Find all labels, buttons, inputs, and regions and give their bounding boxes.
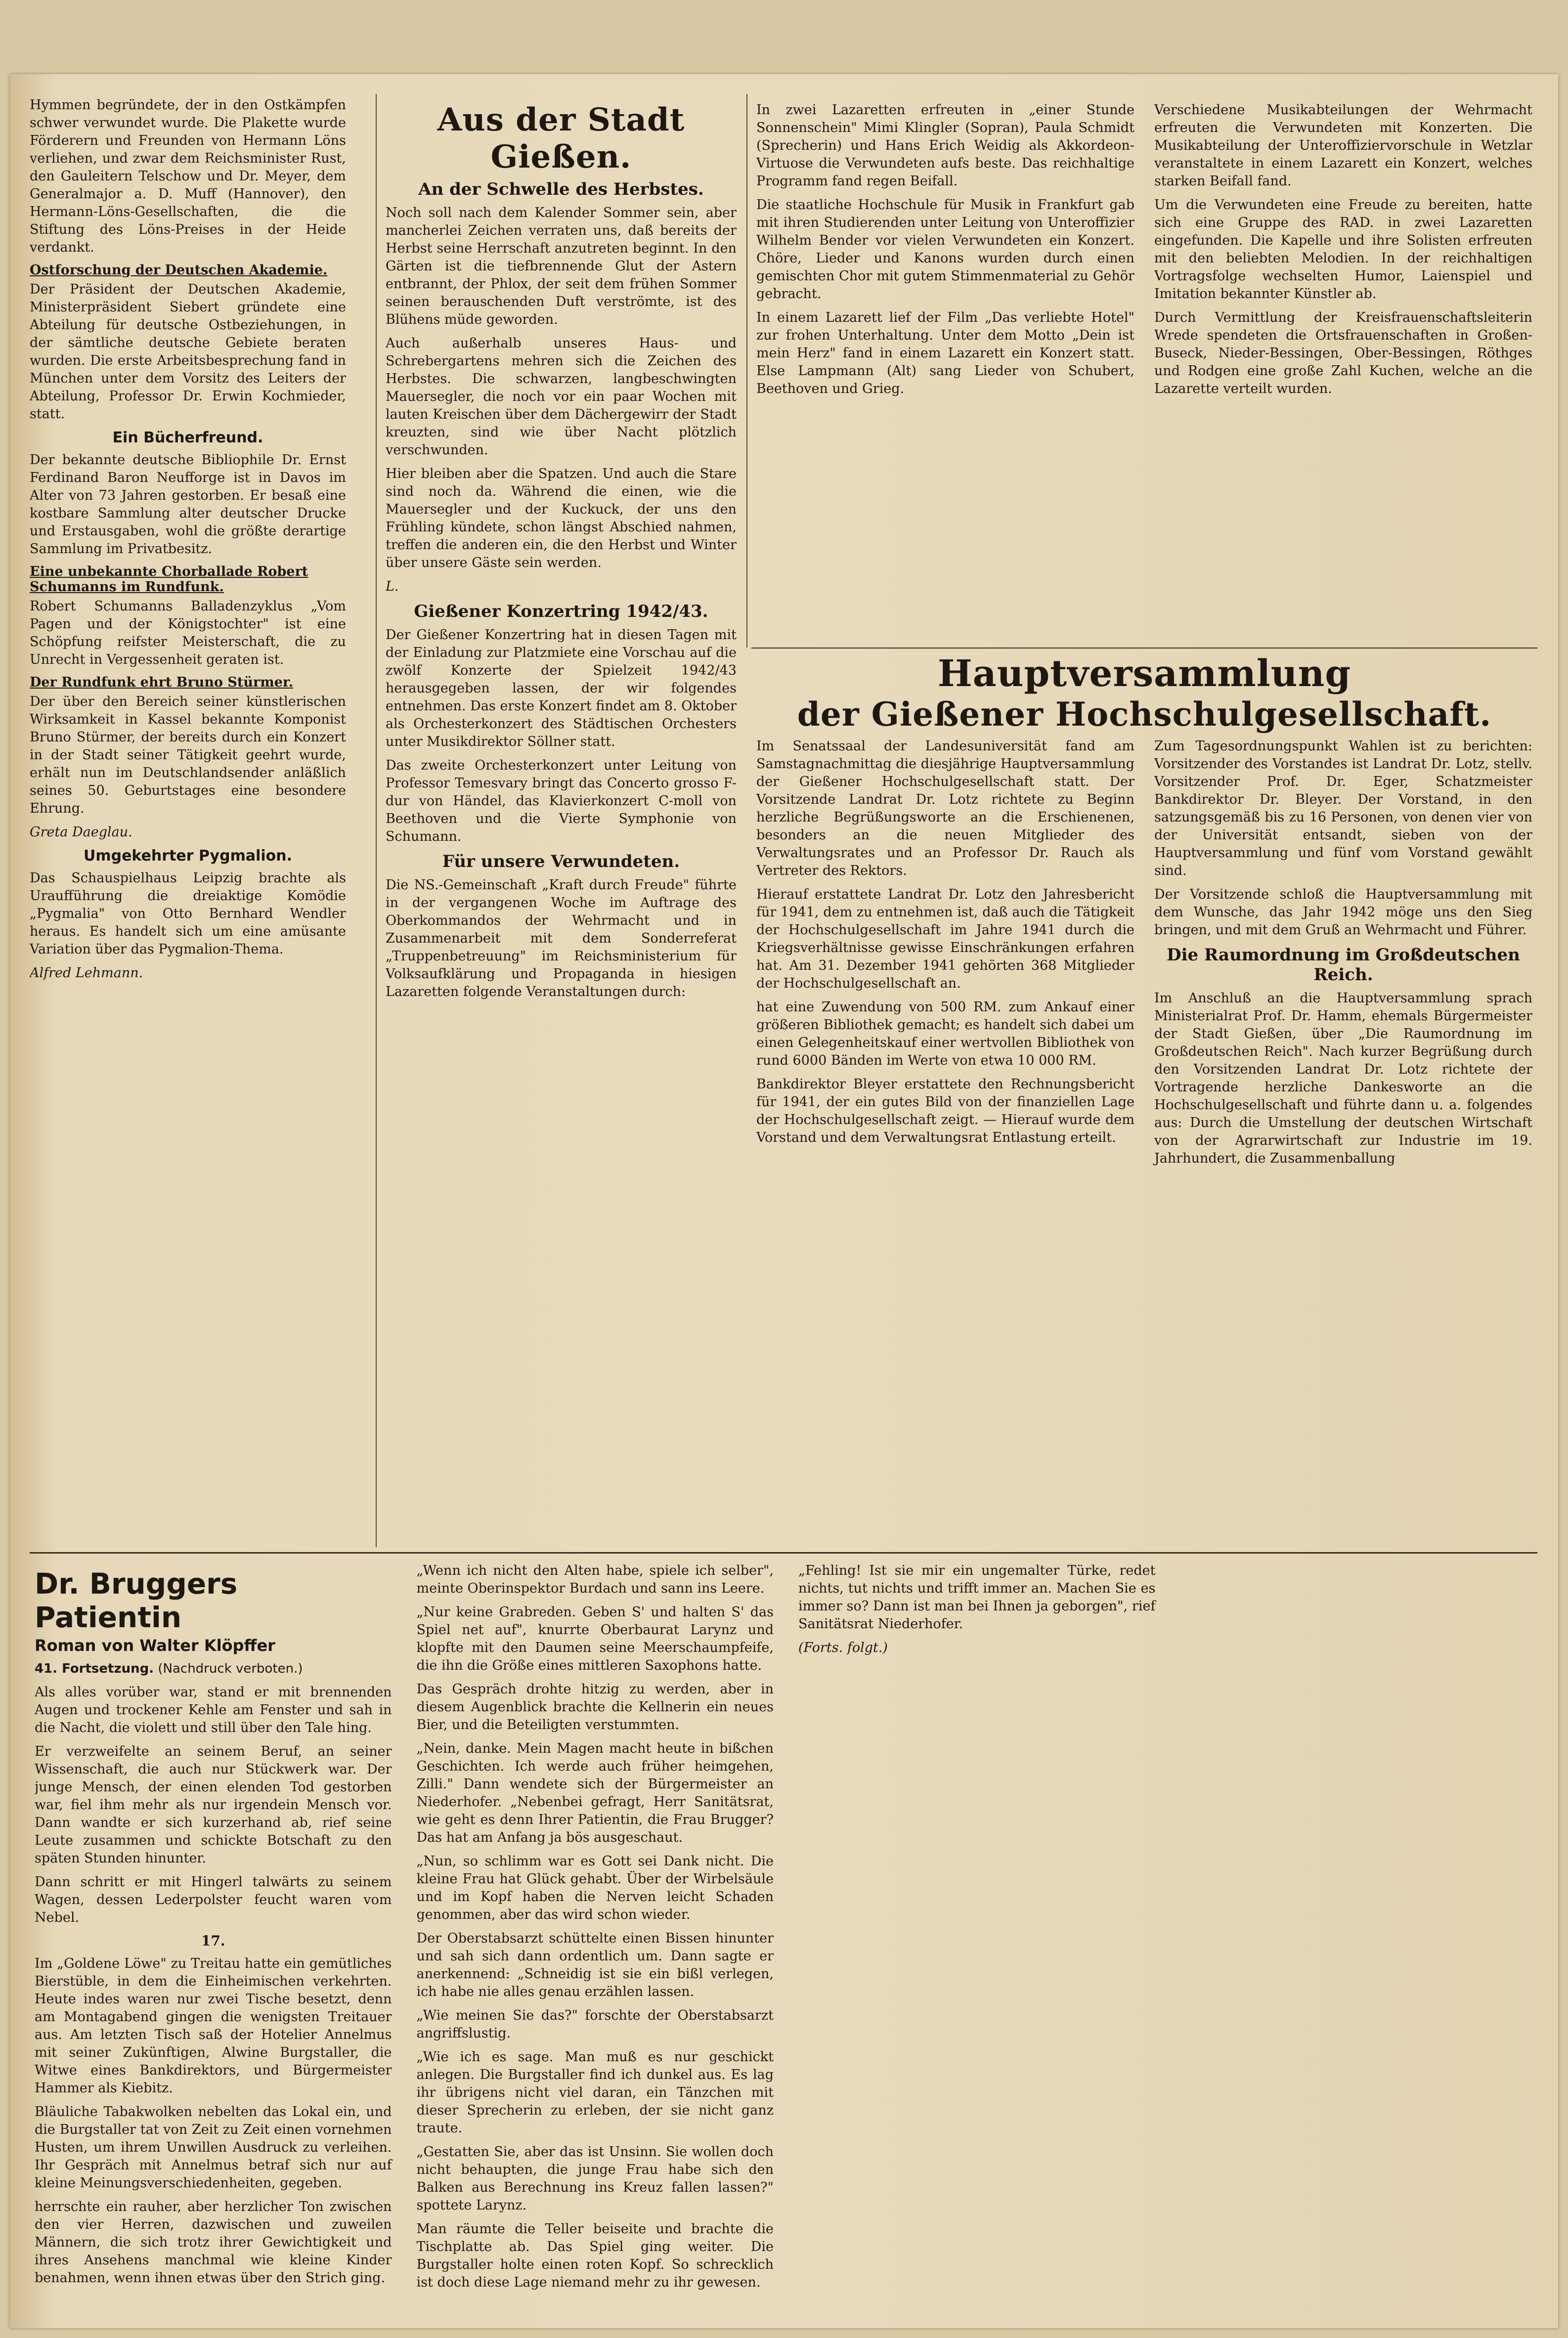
novel-text-7: „Wenn ich nicht den Alten habe, spiele ich selber", meinte Oberinspektor Burdach und sann ins Leere. — [416, 1563, 774, 1596]
novel-text-8: „Nur keine Grabreden. Geben S' und halten S' das Spiel net auf", knurrte Oberbaurat Larynz und klopfte mit den Daumen seine Meerschaumpfeife, die ihn die Größe eines mittleren Saxophons hatte. — [416, 1604, 774, 1673]
stuermer-text: Der über den Bereich seiner künstlerischen Wirksamkeit in Kassel bekannte Komponist Bruno Stürmer, der bereits durch ein Konzert in der Stadt seiner Tätigkeit geehrt wurde, erhält nun im Deutschlandsender anläßlich seines 50. Geburtstages eine besondere Ehrung. — [30, 694, 346, 816]
heading-konzertring: Gießener Konzertring 1942/43. — [414, 602, 708, 621]
novel-text-14: „Wie ich es sage. Man muß es nur geschickt anlegen. Die Burgstaller find ich dunkel aus. Es lag ihr übrigens nicht viel daran, ein Tänzchen mit dieser Sprecherin zu erleben, der sie nicht ganz traute. — [416, 2049, 774, 2136]
hv-text-6: Der Vorsitzende schloß die Hauptversammlung mit dem Wunsche, das Jahr 1942 möge uns den Sieg bringen, und mit dem Gruß an Wehrmacht und Führer. — [1154, 887, 1532, 938]
article-hauptversammlung — [756, 652, 1532, 1547]
novel-text-12: Der Oberstabsarzt schüttelte einen Bissen hinunter und sah sich dann ordentlich um. Dann sagte er anerkennend: „Schneidig ist sie ein bißl verlegen, ich habe nie alles genau erzählen lassen. — [416, 1931, 774, 1999]
novel-text-5: Bläuliche Tabakwolken nebelten das Lokal ein, und die Burgstaller tat von Zeit zu Zeit einen vornehmen Husten, um ihrem Unwillen Ausdruck zu verleihen. Ihr Gespräch mit Annelmus betraf sich nur auf kleine Meinungsverschiedenheiten, gegeben. — [35, 2104, 392, 2191]
newspaper-page — [10, 74, 1558, 2328]
divider-feuilleton — [30, 1552, 1537, 1554]
novel-text-9: Das Gespräch drohte hitzig zu werden, aber in diesem Augenblick brachte die Kellnerin ein neues Bier, und die Beteiligten verstummten. — [416, 1682, 774, 1732]
lazarett-text-4: Verschiedene Musikabteilungen der Wehrmacht erfreuten die Verwundeten mit Konzerten. Die Musikabteilung der Unteroffiziervorschule in Wetzlar veranstaltete in einem Lazarett ein Konzert, welches starken Beifall fand. — [1154, 102, 1532, 189]
divider-hauptversammlung — [751, 648, 1537, 649]
schumann-text: Robert Schumanns Balladenzyklus „Vom Pagen und der Königstochter" ist eine Schöpfung reifster Meisterschaft, die zu Unrecht in Vergessenheit geraten ist. — [30, 599, 346, 667]
title-hauptversammlung-1: Hauptversammlung — [937, 652, 1351, 695]
novel-title: Dr. Bruggers Patientin — [35, 1567, 238, 1634]
herbst-signature: L. — [386, 579, 399, 594]
heading-ostforschung: Ostforschung der Deutschen Akademie. — [30, 262, 328, 278]
novel-cont-label: 41. Fortsetzung. — [35, 1661, 154, 1676]
column-stadt-giessen — [386, 101, 737, 1545]
section-title-stadt-giessen: Aus der Stadt Gießen. — [437, 101, 685, 175]
column-divider-1 — [376, 94, 377, 1547]
heading-buecherfreund: Ein Bücherfreund. — [112, 429, 263, 446]
heading-stuermer: Der Rundfunk ehrt Bruno Stürmer. — [30, 675, 294, 690]
novel-text-15: „Gestatten Sie, aber das ist Unsinn. Sie wollen doch nicht behaupten, die junge Frau habe sich den Balken aus Berechnung ins Kreuz fallen lassen?" spottete Larynz. — [416, 2144, 774, 2213]
lazarett-text-5: Um die Verwundeten eine Freude zu bereiten, hatte sich eine Gruppe des RAD. in zwei Lazaretten eingefunden. Die Kapelle und ihre Solisten erfreuten mit den beliebten Melodien. In der reichhaltigen Vortragsfolge wechselten Humor, Laienspiel und Imitation bekannter Künstler ab. — [1154, 197, 1532, 302]
novel-text-1: Als alles vorüber war, stand er mit brennenden Augen und trockener Kehle am Fenster und sah in die Nacht, die violett und still über den Tale hing. — [35, 1685, 392, 1735]
lazarett-text-1: In zwei Lazaretten erfreuten in „einer Stunde Sonnenschein" Mimi Klingler (Sopran), Paula Schmidt (Sprecherin) und Hans Erich Weidig als Akkordeon-Virtuose die Verwundeten aufs beste. Das reichhaltige Programm fand regen Beifall. — [756, 102, 1134, 189]
hv-text-5: Zum Tagesordnungspunkt Wahlen ist zu berichten: Vorsitzender des Vorstandes ist Landrat Dr. Lotz, stellv. Vorsitzender Prof. Dr. Eger, Schatzmeister Bankdirektor Dr. Bleyer. Der Vorstand, in den satzungsgemäß bis zu 16 Personen, von denen vier von der Universität entsandt, sieben von der Hauptversammlung und fünf vom Vorstand gewählt sind. — [1154, 738, 1532, 878]
novel-text-6: herrschte ein rauher, aber herzlicher Ton zwischen den vier Herren, dazwischen und zuweilen Männern, die sich trotz ihrer Gewichtigkeit und ihres Ansehens manchmal wie kleine Kinder benahmen, wenn ihnen etwas über den Strich ging. — [35, 2199, 392, 2286]
novel-continuation — [35, 1660, 392, 1678]
column-lazarette — [756, 101, 1532, 645]
herbst-text-2: Auch außerhalb unseres Haus- und Schrebergartens mehren sich die Zeichen des Herbstes. Die schwarzen, langbeschwingten Mauersegler, die noch vor ein paar Wochen mit lauten Kreischen über dem Dächergewirr der Stadt kreuzten, sind wie über Nacht plötzlich verschwunden. — [386, 336, 737, 458]
novel-text-10: „Nein, danke. Mein Magen macht heute in bißchen Geschichten. Ich werde auch früher heimgehen, Zilli." Dann wendete sich der Bürgermeister an Niederhofer. „Nebenbei gefragt, Herr Sanitätsrat, wie geht es denn Ihrer Patientin, die Frau Brugger? Das hat am Anfang ja bös ausgeschaut. — [416, 1741, 774, 1845]
heading-pygmalion: Umgekehrter Pygmalion. — [83, 847, 293, 865]
stuermer-signature: Greta Daeglau. — [30, 824, 132, 840]
novel-chapter-number: 17. — [201, 1933, 225, 1949]
heading-verwundete: Für unsere Verwundeten. — [442, 852, 680, 871]
konzertring-text-2: Das zweite Orchesterkonzert unter Leitung von Professor Temesvary bringt das Concerto grosso F-dur von Händel, das Klavierkonzert C-moll von Beethoven und die Vierte Symphonie von Schumann. — [386, 758, 737, 844]
novel-text-13: „Wie meinen Sie das?" forschte der Oberstabsarzt angriffslustig. — [416, 2008, 774, 2041]
hv-text-2: Hierauf erstattete Landrat Dr. Lotz den Jahresbericht für 1941, dem zu entnehmen ist, daß auch die Tätigkeit der Hochschulgesellschaft im Jahre 1941 durch die Kriegsverhältnisse gewisse Einschränkungen erfahren hat. Am 31. Dezember 1941 gehörten 368 Mitglieder der Hochschulgesellschaft an. — [756, 887, 1134, 991]
herbst-text-1: Noch soll nach dem Kalender Sommer sein, aber mancherlei Zeichen verraten uns, daß bereits der Herbst seine Herrschaft anzutreten beginnt. In den Gärten ist die tiefbrennende Glut der Astern entbrannt, der Phlox, der seit dem frühen Sommer seinen berauschenden Duft verströmte, ist des Blühens müde geworden. — [386, 205, 737, 327]
novel-text-4: Im „Goldene Löwe" zu Treitau hatte ein gemütliches Bierstüble, in dem die Einheimischen verkehrten. Heute indes waren nur zwei Tische besetzt, denn am Montagabend gingen die wenigsten Treitauer aus. Am letzten Tisch saß der Hotelier Annelmus mit seiner Zukünftigen, Alwine Burgstaller, die Witwe eines Bankdirektors, und Bürgermeister Hammer als Kiebitz. — [35, 1956, 392, 2096]
novel-text-11: „Nun, so schlimm war es Gott sei Dank nicht. Die kleine Frau hat Glück gehabt. Über der Wirbelsäule und im Kopf haben die Nerven leicht Schaden genommen, aber das wird schon wieder. — [416, 1854, 774, 1922]
heading-raumordnung: Die Raumordnung im Großdeutschen Reich. — [1167, 945, 1520, 985]
lazarett-text-2: Die staatliche Hochschule für Musik in Frankfurt gab mit ihren Studierenden unter Leitung von Unteroffizier Wilhelm Bender vor vielen Verwundeten ein Konzert. Chöre, Lieder und Kanons wurden durch einen gemischten Chor mit gutem Stimmenmaterial zu Gehör gebracht. — [756, 197, 1134, 302]
lazarett-text-6: Durch Vermittlung der Kreisfrauenschaftsleiterin Wrede spendeten die Ortsfrauenschaften in Großen-Buseck, Nieder-Bessingen, Ober-Bessingen, Röthges und Rodgen eine große Zahl Kuchen, welche an die Lazarette verteilt wurden. — [1154, 310, 1532, 396]
novel-author: Roman von Walter Klöpffer — [35, 1636, 275, 1655]
novel-text-2: Er verzweifelte an seinem Beruf, an seiner Wissenschaft, die auch nur Stückwerk war. Der junge Mensch, der einen elenden Tod gestorben war, fiel ihm mehr als nur irgendein Mensch vor. Dann wandte er sich kurzerhand ab, rief seine Leute zusammen und schickte Botschaft zu den späten Stunden hinunter. — [35, 1744, 392, 1866]
hv-text-3: hat eine Zuwendung von 500 RM. zum Ankauf einer größeren Bibliothek gemacht; es handelt sich dabei um einen Gelegenheitskauf einer wertvollen Bibliothek von rund 6000 Bänden im Werte von etwa 10 000 RM. — [756, 999, 1134, 1068]
title-hauptversammlung-2: der Gießener Hochschulgesellschaft. — [797, 695, 1492, 734]
hv-text-7: Im Anschluß an die Hauptversammlung sprach Ministerialrat Prof. Dr. Hamm, ehemals Bürgermeister der Stadt Gießen, über „Die Raumordnung im Großdeutschen Reich". Nach kurzer Begrüßung durch den Vorsitzenden Landrat Dr. Lotz richtete der Vortragende herzliche Dankesworte an die Hochschulgesellschaft und führte dann u. a. folgendes aus: Durch die Umstellung der deutschen Wirtschaft von der Agrarwirtschaft zur Industrie im 19. Jahrhundert, die Zusammenballung — [1154, 991, 1532, 1166]
feuilleton-novel — [35, 1562, 1537, 2318]
konzertring-text-1: Der Gießener Konzertring hat in diesen Tagen mit der Einladung zur Platzmiete eine Vorschau auf die zwölf Konzerte der Spielzeit 1942/43 herausgegeben lassen, der wir folgendes entnehmen. Das erste Konzert findet am 8. Oktober als Orchesterkonzert des Städtischen Orchesters unter Musikdirektor Söllner statt. — [386, 627, 737, 749]
left-intro: Hymmen begründete, der in den Ostkämpfen schwer verwundet wurde. Die Plakette wurde Förderern und Freunden von Hermann Löns verliehen, und zwar dem Reichsminister Rust, den Gauleitern Telschow und Dr. Meyer, dem Generalmajor a. D. Muff (Hannover), den Hermann-Löns-Gesellschaften, die die Stiftung des Löns-Preises in der Heide verdankt. — [30, 97, 346, 255]
pygmalion-text: Das Schauspielhaus Leipzig brachte als Uraufführung die dreiaktige Komödie „Pygmalia" von Otto Bernhard Wendler heraus. Es handelt sich um eine amüsante Variation über das Pygmalion-Thema. — [30, 870, 346, 957]
verwundete-text: Die NS.-Gemeinschaft „Kraft durch Freude" führte in der vergangenen Woche im Auftrage des Oberkommandos der Wehrmacht und in Zusammenarbeit mit dem Sonderreferat „Truppenbetreuung" im Reichsministerium für Volksaufklärung und Propaganda in hiesigen Lazaretten folgende Veranstaltungen durch: — [386, 877, 737, 999]
buecherfreund-text: Der bekannte deutsche Bibliophile Dr. Ernst Ferdinand Baron Neufforge ist in Davos im Alter von 73 Jahren gestorben. Er besaß eine kostbare Sammlung alter deutscher Drucke und Erstausgaben, wohl die größte derartige Sammlung im Privatbesitz. — [30, 452, 346, 557]
pygmalion-signature: Alfred Lehmann. — [30, 965, 143, 981]
ostforschung-text: Der Präsident der Deutschen Akademie, Ministerpräsident Siebert gründete eine Abteilung für deutsche Ostbeziehungen, in der sämtliche deutsche Gebiete beraten wurden. Die erste Arbeitsbesprechung fand in München unter dem Vorsitz des Leiters der Abteilung, Professor Dr. Erwin Kochmieder, statt. — [30, 282, 346, 422]
hv-text-1: Im Senatssaal der Landesuniversität fand am Samstagnachmittag die diesjährige Hauptversammlung der Gießener Hochschulgesellschaft statt. Der Vorsitzende Landrat Dr. Lotz richtete zu Beginn herzliche Begrüßungsworte an die Erschienenen, besonders an die neuen Mitglieder des Verwaltungsrates und an Professor Dr. Rauch als Vertreter des Rektors. — [756, 738, 1134, 878]
novel-text-17: „Fehling! Ist sie mir ein ungemalter Türke, redet nichts, tut nichts und trifft immer an. Machen Sie es immer so? Dann ist man bei Ihnen ja geborgen", rief Sanitätsrat Niederhofer. — [798, 1563, 1156, 1632]
hv-text-4: Bankdirektor Bleyer erstattete den Rechnungsbericht für 1941, der ein gutes Bild von der finanziellen Lage der Hochschulgesellschaft zeigt. — Hierauf wurde dem Vorstand und dem Verwaltungsrat Entlastung erteilt. — [756, 1077, 1134, 1145]
novel-text-16: Man räumte die Teller beiseite und brachte die Tischplatte ab. Das Spiel ging weiter. Die Burgstaller holte einen roten Kopf. So schrecklich ist doch diese Lage niemand mehr zu ihr gewesen. — [416, 2221, 774, 2290]
lazarett-text-3: In einem Lazarett lief der Film „Das verliebte Hotel" zur frohen Unterhaltung. Unter dem Motto „Dein ist mein Herz" fand in einem Lazarett ein Konzert statt. Else Lampmann (Alt) sang Lieder von Schubert, Beethoven und Grieg. — [756, 310, 1134, 396]
heading-schumann: Eine unbekannte Chorballade Robert Schumanns im Rundfunk. — [30, 564, 308, 595]
novel-text-3: Dann schritt er mit Hingerl talwärts zu seinem Wagen, dessen Lederpolster feucht waren vom Nebel. — [35, 1874, 392, 1925]
novel-rights: (Nachdruck verboten.) — [158, 1661, 303, 1676]
novel-to-be-continued: (Forts. folgt.) — [798, 1640, 888, 1655]
herbst-text-3: Hier bleiben aber die Spatzen. Und auch die Stare sind noch da. Während die einen, wie die Mauersegler und der Kuckuck, der uns den Frühling kündete, schon längst Abschied nahmen, treffen die anderen ein, die den Herbst und Winter über unsere Gäste sein werden. — [386, 466, 737, 570]
left-column — [30, 96, 346, 1545]
hauptversammlung-columns — [756, 737, 1532, 1168]
column-divider-2 — [746, 94, 747, 648]
heading-herbst: An der Schwelle des Herbstes. — [418, 179, 704, 199]
